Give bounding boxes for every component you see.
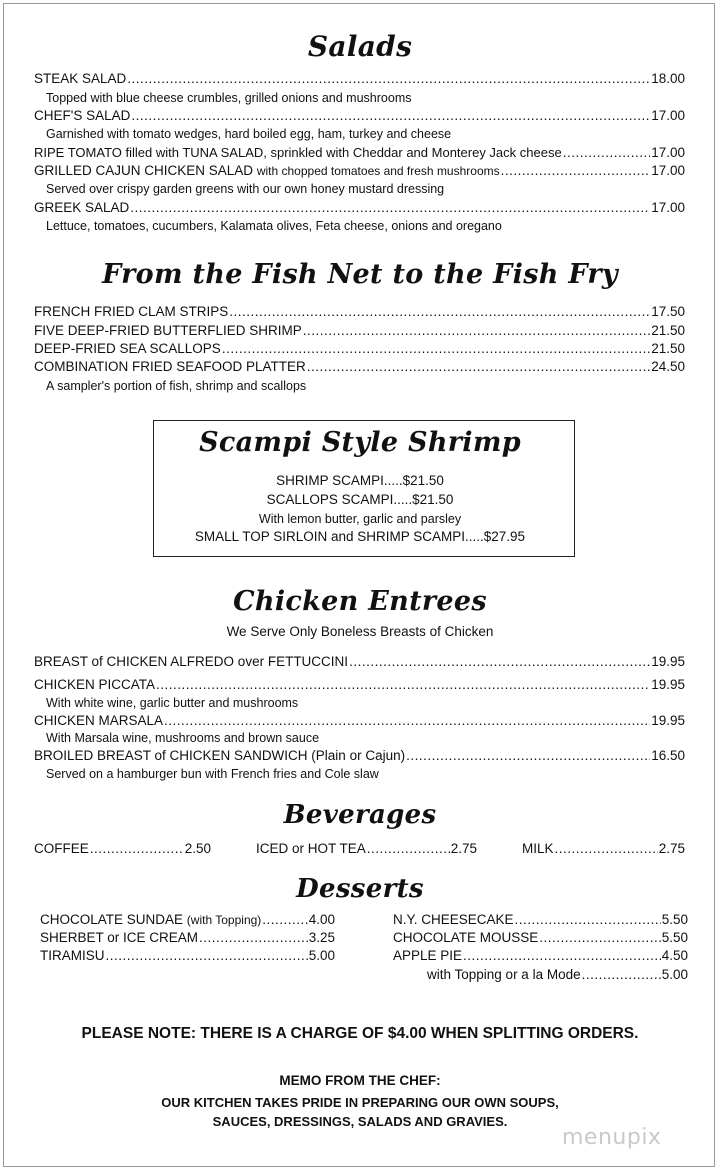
item-description: Served on a hamburger bun with French fries and Cole slaw xyxy=(46,767,379,781)
item-description: Garnished with tomato wedges, hard boiled egg, ham, turkey and cheese xyxy=(46,127,452,141)
item-price: 17.00 xyxy=(651,145,685,160)
item-description: Served over crispy garden greens with our own honey mustard dressing xyxy=(46,182,445,196)
chicken-heading: Chicken Entrees xyxy=(233,586,487,617)
item-name: STEAK SALAD xyxy=(34,71,127,86)
item-price: 5.00 xyxy=(661,967,688,982)
item-name: ICED or HOT TEA xyxy=(256,841,366,856)
salads-heading: Salads xyxy=(307,30,413,63)
menu-item-ripe-tomato xyxy=(34,144,685,162)
item-name: CHOCOLATE SUNDAE xyxy=(40,912,184,927)
menu-item-butterflied-shrimp xyxy=(34,322,685,340)
item-description: With white wine, garlic butter and mushrooms xyxy=(46,696,299,710)
dessert-apple-pie-topping xyxy=(427,966,688,984)
item-name: COMBINATION FRIED SEAFOOD PLATTER xyxy=(34,359,306,374)
item-price: 17.50 xyxy=(651,304,685,319)
item-price: 19.95 xyxy=(651,677,685,692)
scampi-line-sirloin: SMALL TOP SIRLOIN and SHRIMP SCAMPI.....$27.95 xyxy=(194,529,526,544)
beverage-milk xyxy=(522,840,685,858)
item-name: with Topping or a la Mode xyxy=(427,967,581,982)
item-price: 16.50 xyxy=(651,748,685,763)
item-price: 2.50 xyxy=(184,841,211,856)
item-name: GREEK SALAD xyxy=(34,200,130,215)
menu-item-chicken-piccata xyxy=(34,676,685,694)
menu-item-chicken-marsala xyxy=(34,712,685,730)
dessert-sherbet xyxy=(40,929,335,947)
item-description: With Marsala wine, mushrooms and brown sauce xyxy=(46,731,320,745)
menupix-watermark: menupix xyxy=(562,1125,662,1150)
item-price: 19.95 xyxy=(651,713,685,728)
chef-memo-line-2: SAUCES, DRESSINGS, SALADS AND GRAVIES. xyxy=(212,1114,508,1129)
item-name: DEEP-FRIED SEA SCALLOPS xyxy=(34,341,221,356)
item-name-suffix: (with Topping) xyxy=(186,913,262,927)
splitting-charge-note: PLEASE NOTE: THERE IS A CHARGE OF $4.00 WHEN SPLITTING ORDERS. xyxy=(81,1025,639,1042)
item-name: MILK xyxy=(522,841,554,856)
item-price: 4.00 xyxy=(308,912,335,927)
menu-item-sea-scallops xyxy=(34,340,685,358)
chef-memo-line-1: OUR KITCHEN TAKES PRIDE IN PREPARING OUR OWN SOUPS, xyxy=(161,1095,559,1110)
item-name: TIRAMISU xyxy=(40,948,105,963)
beverages-heading: Beverages xyxy=(283,800,437,830)
item-price: 17.00 xyxy=(651,108,685,123)
item-price: 19.95 xyxy=(651,654,685,669)
item-price: 5.00 xyxy=(308,948,335,963)
menu-item-seafood-platter xyxy=(34,358,685,376)
menu-item-steak-salad xyxy=(34,70,685,88)
item-price: 2.75 xyxy=(450,841,477,856)
menu-item-chicken-alfredo xyxy=(34,653,685,671)
dessert-apple-pie xyxy=(393,947,688,965)
menu-item-chefs-salad xyxy=(34,107,685,125)
item-price: 24.50 xyxy=(651,359,685,374)
item-price: 4.50 xyxy=(661,948,688,963)
item-name: SHERBET or ICE CREAM xyxy=(40,930,199,945)
item-name: FIVE DEEP-FRIED BUTTERFLIED SHRIMP xyxy=(34,323,302,338)
beverage-tea xyxy=(256,840,477,858)
beverage-coffee xyxy=(34,840,211,858)
item-name: N.Y. CHEESECAKE xyxy=(393,912,514,927)
menu-item-chicken-sandwich xyxy=(34,747,685,765)
item-price: 17.00 xyxy=(651,163,685,178)
item-name: FRENCH FRIED CLAM STRIPS xyxy=(34,304,229,319)
menu-item-greek-salad xyxy=(34,199,685,217)
item-price: 5.50 xyxy=(661,912,688,927)
scampi-line-description: With lemon butter, garlic and parsley xyxy=(258,512,462,526)
scampi-line-scallops: SCALLOPS SCAMPI.....$21.50 xyxy=(266,492,454,507)
item-description: A sampler's portion of fish, shrimp and scallops xyxy=(46,379,307,393)
item-name: BROILED BREAST of CHICKEN SANDWICH (Plain or Cajun) xyxy=(34,748,406,763)
item-name: CHOCOLATE MOUSSE xyxy=(393,930,539,945)
fish-heading: From the Fish Net to the Fish Fry xyxy=(102,259,618,290)
scampi-heading: Scampi Style Shrimp xyxy=(199,427,521,458)
item-price: 5.50 xyxy=(661,930,688,945)
menu-item-clam-strips xyxy=(34,303,685,321)
item-description: Lettuce, tomatoes, cucumbers, Kalamata olives, Feta cheese, onions and oregano xyxy=(46,219,502,233)
item-description: Topped with blue cheese crumbles, grilled onions and mushrooms xyxy=(46,91,412,105)
scampi-line-shrimp: SHRIMP SCAMPI.....$21.50 xyxy=(276,473,444,488)
item-name: CHICKEN PICCATA xyxy=(34,677,156,692)
item-price: 21.50 xyxy=(651,323,685,338)
item-name: GRILLED CAJUN CHICKEN SALAD xyxy=(34,163,254,178)
chef-memo-title: MEMO FROM THE CHEF: xyxy=(279,1073,441,1088)
item-name: BREAST of CHICKEN ALFREDO over FETTUCCINI xyxy=(34,654,349,669)
chicken-subtitle: We Serve Only Boneless Breasts of Chicken xyxy=(226,624,494,639)
item-name: APPLE PIE xyxy=(393,948,463,963)
dessert-tiramisu xyxy=(40,947,335,965)
item-name: COFFEE xyxy=(34,841,89,856)
item-name: RIPE TOMATO filled with TUNA SALAD, sprinkled with Cheddar and Monterey Jack cheese xyxy=(34,145,562,160)
dessert-cheesecake xyxy=(393,911,688,929)
item-name: CHICKEN MARSALA xyxy=(34,713,164,728)
dessert-chocolate-sundae xyxy=(40,911,335,929)
dessert-chocolate-mousse xyxy=(393,929,688,947)
item-price: 18.00 xyxy=(651,71,685,86)
menu-item-grilled-cajun-chicken-salad xyxy=(34,162,685,180)
item-name-suffix: with chopped tomatoes and fresh mushrooms xyxy=(256,164,500,178)
item-price: 21.50 xyxy=(651,341,685,356)
item-name: CHEF'S SALAD xyxy=(34,108,131,123)
desserts-heading: Desserts xyxy=(296,874,424,904)
item-price: 17.00 xyxy=(651,200,685,215)
item-price: 2.75 xyxy=(658,841,685,856)
item-price: 3.25 xyxy=(308,930,335,945)
